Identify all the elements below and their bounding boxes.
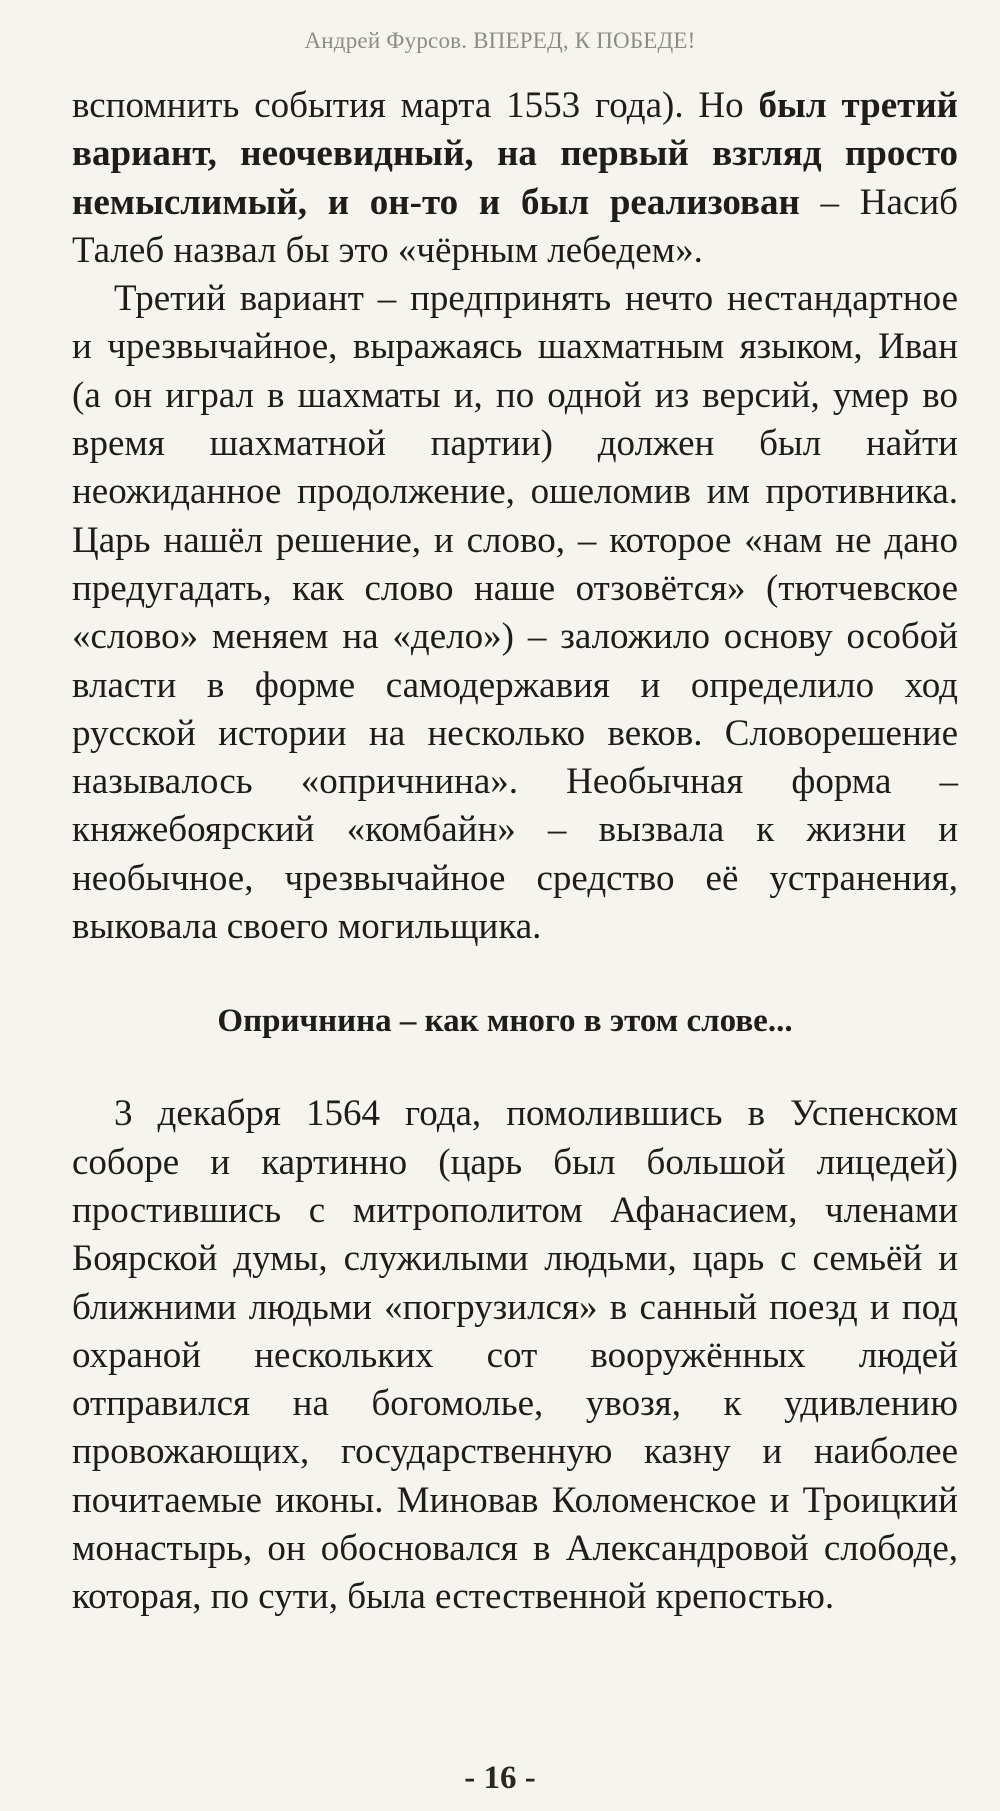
bold-emphasis-text: был третий вариант, неочевидный, на первый взгляд просто немыслимый, и он-то и был реализован [72, 85, 958, 223]
paragraph-tail-text: – Насиб Талеб назвал бы это «чёрным лебедем». [72, 181, 958, 271]
section-heading: Опричнина – как много в этом слове... [217, 1003, 793, 1040]
paragraph-continued [72, 82, 958, 275]
paragraph-third-variant: Третий вариант – предпринять нечто нестандартное и чрезвычайное, выражаясь шахматным языком, Иван (а он играл в шахматы и, по одной из версий, умер во время шахматной партии) должен был найти неожиданное продолжение, ошеломив им противника. Царь нашёл решение, и слово, – которое «нам не дано предугадать, как слово наше отзовётся» (тютчевское «слово» меняем на «дело») – заложило основу особой власти в форме самодержавия и определило ход русской истории на несколько веков. Словорешение называлось «опричнина». Необычная форма – княжебоярский «комбайн» – вызвала к жизни и необычное, чрезвычайное средство её устранения, выковала своего могильщика. [72, 278, 958, 948]
paragraph-december-1564: 3 декабря 1564 года, помолившись в Успенском соборе и картинно (царь был большой лицедей) простившись с митрополитом Афанасием, членами Боярской думы, служилыми людьми, царь с семьёй и ближними людьми «погрузился» в санный поезд и под охраной нескольких сот вооружённых людей отправился на богомолье, увозя, к удивлению провожающих, государственную казну и наиболее почитаемые иконы. Миновав Коломенское и Троицкий монастырь, он обосновался в Александровой слободе, которая, по сути, была естественной крепостью. [72, 1093, 958, 1618]
paragraph-lead-text: вспомнить события марта 1553 года). Но [72, 85, 759, 126]
running-header: Андрей Фурсов. ВПЕРЕД, К ПОБЕДЕ! [304, 28, 696, 53]
page-content [72, 82, 958, 1622]
page-number: - 16 - [464, 1760, 536, 1796]
